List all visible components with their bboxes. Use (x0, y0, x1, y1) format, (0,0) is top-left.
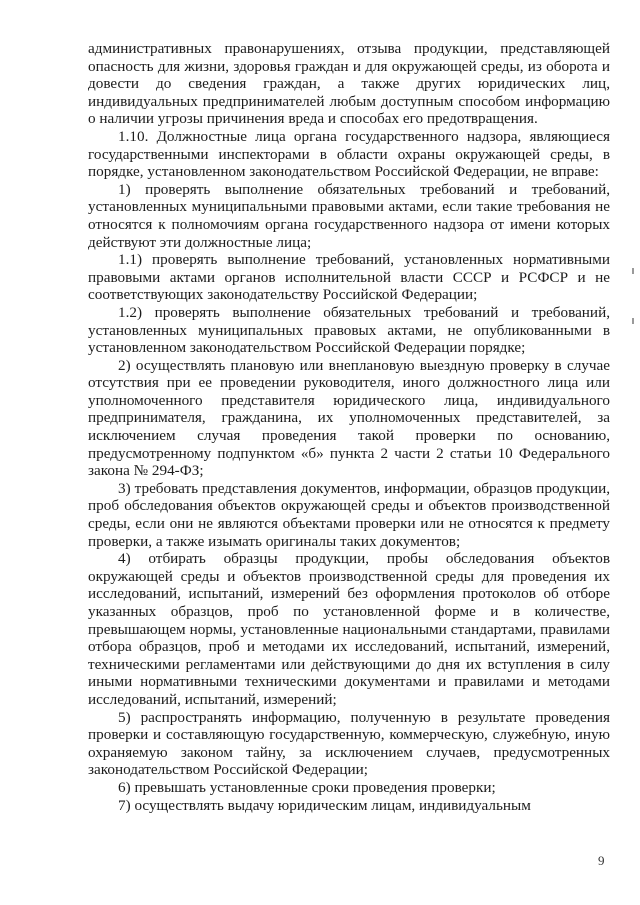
paragraph-1-10: 1.10. Должностные лица органа государственного надзора, являющиеся государственными инспекторами в области охраны окружающей среды, в порядке, установленном законодательством Российской Федерации, не вправе: (88, 127, 610, 181)
document-body (88, 40, 610, 814)
paragraph-item-2: 2) осуществлять плановую или внеплановую выездную проверку в случае отсутствия при ее проведении руководителя, иного должностного лица или уполномоченного представителя юридического лица, индивидуального предпринимателя, гражданина, их уполномоченных представителей, за исключением случая проведения такой проверки по основанию, предусмотренному подпунктом «б» пункта 2 части 2 статьи 10 Федерального закона № 294-ФЗ; (88, 356, 610, 480)
scan-margin-mark (632, 268, 634, 274)
paragraph-item-6: 6) превышать установленные сроки проведения проверки; (118, 778, 496, 796)
scan-margin-mark (632, 318, 634, 324)
paragraph-item-1-2: 1.2) проверять выполнение обязательных требований и требований, установленных муниципальных правовых актами, не опубликованными в установленном законодательством Российской Федерации порядке; (88, 303, 610, 357)
paragraph-item-5: 5) распространять информацию, полученную в результате проведения проверки и составляющую государственную, коммерческую, служебную, иную охраняемую законом тайну, за исключением случаев, предусмотренных законодательством Российской Федерации; (88, 708, 610, 779)
paragraph-item-1: 1) проверять выполнение обязательных требований и требований, установленных муниципальными правовыми актами, если такие требования не относятся к полномочиям органа государственного надзора от имени которых действуют эти должностные лица; (88, 180, 610, 251)
paragraph-item-4: 4) отбирать образцы продукции, пробы обследования объектов окружающей среды и объектов производственной среды для проведения их исследований, испытаний, измерений без оформления протоколов об отборе указанных образцов, проб по установленной форме и в количестве, превышающем нормы, установленные национальными стандартами, правилами отбора образцов, проб и методами их исследований, испытаний, измерений, техническими регламентами или действующими до дня их вступления в силу иными нормативными техническими документами и правилами и методами исследований, испытаний, измерений; (88, 550, 610, 708)
paragraph-item-3: 3) требовать представления документов, информации, образцов продукции, проб обследования объектов окружающей среды и объектов производственной среды, если они не являются объектами проверки или не относятся к предмету проверки, а также изымать оригиналы таких документов; (88, 479, 610, 550)
page-number: 9 (598, 853, 605, 868)
paragraph-item-1-1: 1.1) проверять выполнение требований, установленных нормативными правовыми актами органов исполнительной власти СССР и РСФСР и не соответствующих законодательству Российской Федерации; (88, 251, 610, 304)
paragraph-continuation: административных правонарушениях, отзыва продукции, представляющей опасность для жизни, здоровья граждан и для окружающей среды, из оборота и довести до сведения граждан, а также других юридических лиц, индивидуальных предпринимателей любым доступным способом информацию о наличии угрозы причинения вреда и способах его предотвращения. (88, 40, 610, 128)
paragraph-item-7: 7) осуществлять выдачу юридическим лицам, индивидуальным (118, 796, 531, 814)
